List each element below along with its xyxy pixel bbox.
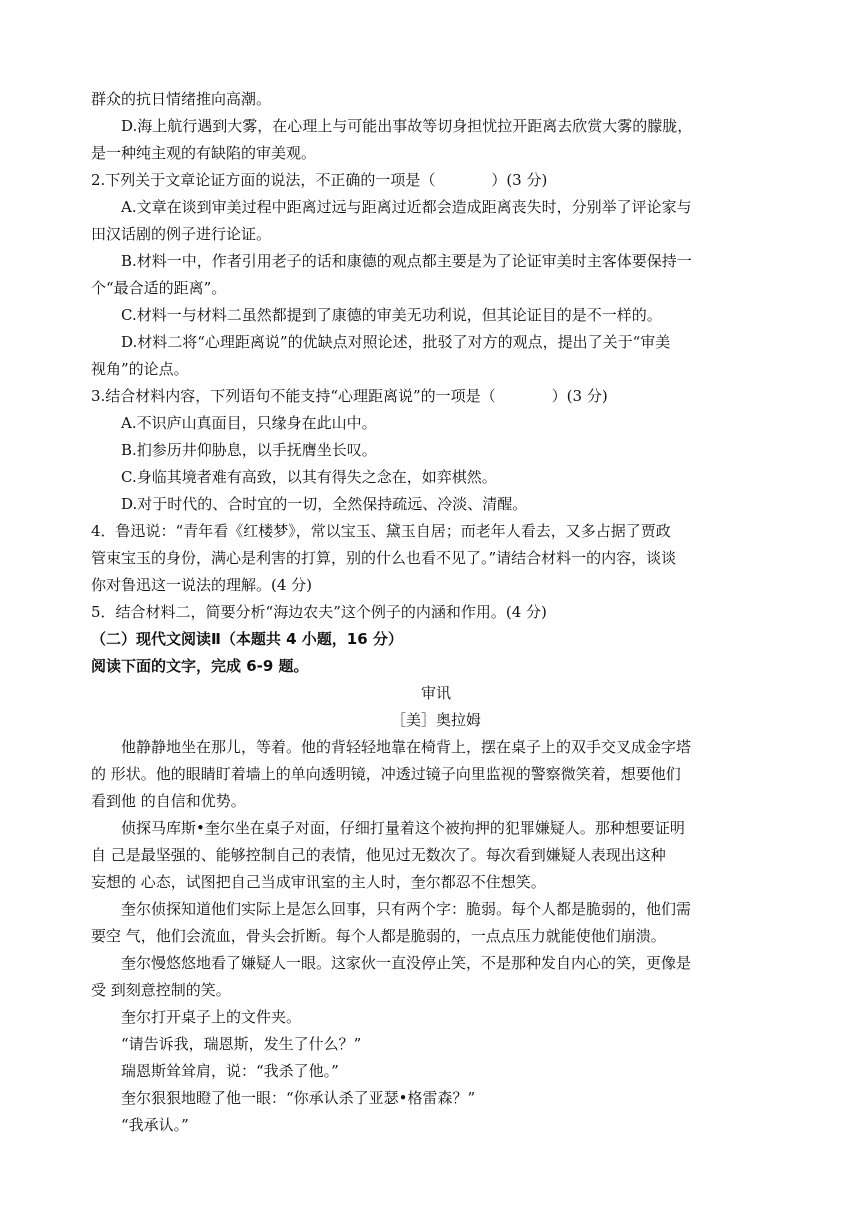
paragraph-line: 奎尔慢悠悠地看了嫌疑人一眼。这家伙一直没停止笑，不是那种发自内心的笑，更像是 [121,954,692,972]
question-3-stem: 3.结合材料内容，下列语句不能支持“心理距离说”的一项是（ [91,387,496,405]
dialogue-line: 瑞恩斯耸耸肩，说：“我杀了他。” [121,1062,339,1080]
question-2-score: ）(3 分) [491,171,548,189]
q3-option-a: A.不识庐山真面目，只缘身在此山中。 [121,414,377,432]
text-line: 视角”的论点。 [91,360,189,378]
q3-option-d: D.对于时代的、合时宜的一切，全然保持疏远、冷淡、清醒。 [121,495,528,513]
question-2-stem: 2.下列关于文章论证方面的说法，不正确的一项是（ [91,171,436,189]
q2-option-a: A.文章在谈到审美过程中距离过远与距离过近都会造成距离丧失时，分别举了评论家与 [121,198,692,216]
question-3-score: ）(3 分) [551,387,608,405]
text-line: 田汉话剧的例子进行论证。 [91,225,272,243]
paragraph-line: 受 到刻意控制的笑。 [91,981,231,999]
question-3 [91,383,781,410]
q3-option-b: B.扪参历井仰胁息，以手抚膺坐长叹。 [121,441,377,459]
text-line: 个“最合适的距离”。 [91,279,227,297]
q3-option-c: C.身临其境者难有高致，以其有得失之念在，如弈棋然。 [121,468,497,486]
paragraph-line: 奎尔打开桌子上的文件夹。 [121,1008,302,1026]
paragraph-line: 奎尔侦探知道他们实际上是怎么回事，只有两个字：脆弱。每个人都是脆弱的，他们需 [121,900,692,918]
paragraph-line: 的 形状。他的眼睛盯着墙上的单向透明镜，冲透过镜子向里监视的警察微笑着，想要他们 [91,765,681,783]
question-5: 5．结合材料二，简要分析“海边农夫”这个例子的内涵和作用。(4 分) [91,603,547,621]
paragraph-line: 侦探马库斯•奎尔坐在桌子对面，仔细打量着这个被拘押的犯罪嫌疑人。那种想要证明 [121,819,685,837]
story-title: 审讯 [420,684,451,702]
paragraph-line: 自 己是最坚强的、能够控制自己的表情，他见过无数次了。每次看到嫌疑人表现出这种 [91,846,666,864]
document-page [91,86,781,1139]
text-line: 管束宝玉的身份，满心是利害的打算，别的什么也看不见了。”请结合材料一的内容，谈谈 [91,549,677,567]
text-line: 群众的抗日情绪推向高潮。 [91,90,272,108]
q2-option-d: D.材料二将“心理距离说”的优缺点对照论述，批驳了对方的观点，提出了关于“审美 [121,333,671,351]
story-author: ［美］奥拉姆 [390,711,481,729]
text-line: 你对鲁迅这一说法的理解。(4 分) [91,576,313,594]
text-line: 是一种纯主观的有缺陷的审美观。 [91,144,317,162]
question-4: 4．鲁迅说：“青年看《红楼梦》，常以宝玉、黛玉自居；而老年人看去，又多占据了贾政 [91,522,671,540]
q2-option-b: B.材料一中，作者引用老子的话和康德的观点都主要是为了论证审美时主客体要保持一 [121,252,692,270]
paragraph-line: 要空 气，他们会流血，骨头会折断。每个人都是脆弱的，一点点压力就能使他们崩溃。 [91,927,666,945]
dialogue-line: “我承认。” [121,1116,189,1134]
paragraph-line: 看到他 的自信和优势。 [91,792,246,810]
paragraph-line: 妄想的 心态，试图把自己当成审讯室的主人时，奎尔都忍不住想笑。 [91,873,546,891]
section-heading: （二）现代文阅读Ⅱ（本题共 4 小题，16 分） [91,630,403,648]
paragraph-line: 他静静地坐在那儿，等着。他的背轻轻地靠在椅背上，摆在桌子上的双手交叉成金字塔 [121,738,692,756]
q2-option-c: C.材料一与材料二虽然都提到了康德的审美无功利说，但其论证目的是不一样的。 [121,306,662,324]
instruction: 阅读下面的文字，完成 6-9 题。 [91,657,309,675]
option-d-line: D.海上航行遇到大雾，在心理上与可能出事故等切身担忧拉开距离去欣赏大雾的朦胧， [121,117,693,135]
dialogue-line: “请告诉我，瑞恩斯，发生了什么？” [121,1035,362,1053]
dialogue-line: 奎尔狠狠地瞪了他一眼：“你承认杀了亚瑟•格雷森？” [121,1089,476,1107]
question-2 [91,167,781,194]
